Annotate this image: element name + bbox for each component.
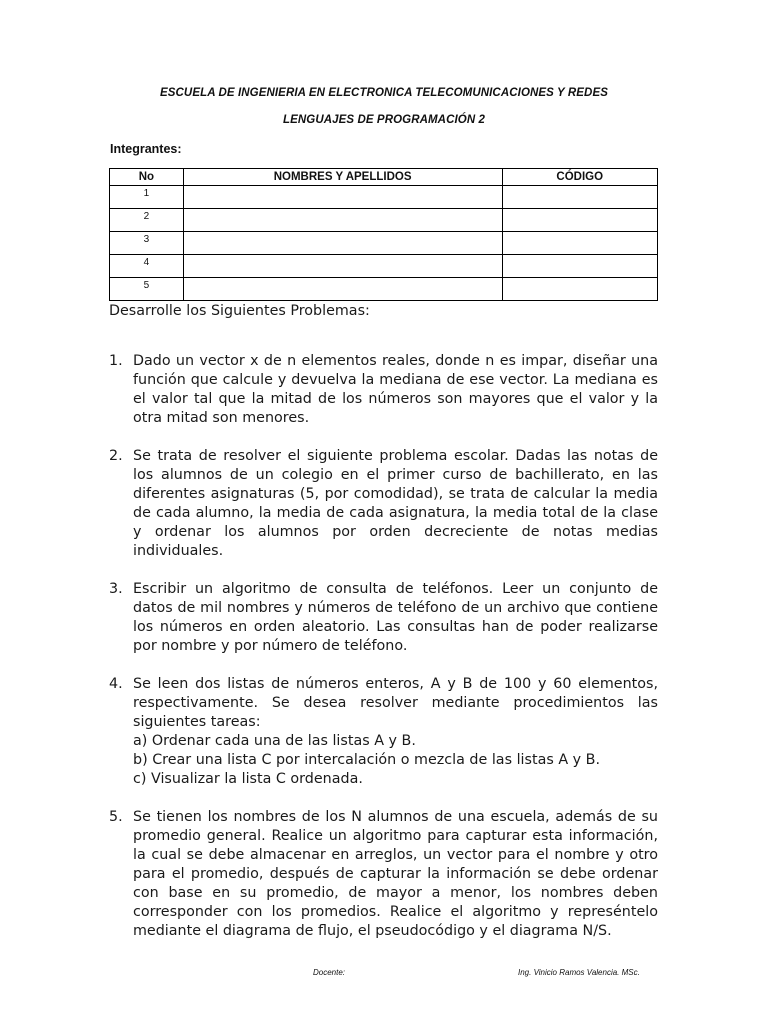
list-item <box>109 808 658 941</box>
row-number: 1 <box>110 186 184 209</box>
problem-text: Escribir un algoritmo de consulta de teléfonos. Leer un conjunto de datos de mil nombres y números de teléfono de un archivo que contiene los números en orden aleatorio. Las consultas han de poder realizarse por nombre y por número de teléfono. <box>133 581 658 654</box>
subtask-c: c) Visualizar la lista C ordenada. <box>133 771 363 787</box>
code-cell[interactable] <box>502 255 658 278</box>
instructions-heading: Desarrolle los Siguientes Problemas: <box>109 303 370 319</box>
list-item <box>109 675 658 789</box>
row-number: 4 <box>110 255 184 278</box>
members-label: Integrantes: <box>110 142 182 156</box>
problem-number: 1. <box>109 353 123 369</box>
name-cell[interactable] <box>183 232 502 255</box>
problem-number: 5. <box>109 809 123 825</box>
list-item <box>109 447 658 561</box>
school-title: ESCUELA DE INGENIERIA EN ELECTRONICA TELECOMUNICACIONES Y REDES <box>159 87 609 99</box>
problem-number: 3. <box>109 581 123 597</box>
problem-text: Se tienen los nombres de los N alumnos de una escuela, además de su promedio general. Realice un algoritmo para capturar esta información, la cual se debe almacenar en arreglos, un vector para el nombre y otro para el promedio, después de capturar la información se debe ordenar con base en su promedio, de mayor a menor, los nombres deben corresponder con los promedios. Realice el algoritmo y represéntelo mediante el diagrama de flujo, el pseudocódigo y el diagrama N/S. <box>133 809 658 939</box>
row-number: 3 <box>110 232 184 255</box>
table-row <box>110 278 658 301</box>
list-item <box>109 580 658 656</box>
code-cell[interactable] <box>502 209 658 232</box>
subtask-a: a) Ordenar cada una de las listas A y B. <box>133 733 416 749</box>
problem-number: 4. <box>109 676 123 692</box>
teacher-label: Docente: <box>313 968 346 977</box>
column-header-name: NOMBRES Y APELLIDOS <box>183 169 502 186</box>
name-cell[interactable] <box>183 278 502 301</box>
teacher-name: Ing. Vinicio Ramos Valencia. MSc. <box>518 968 640 977</box>
table-row <box>110 209 658 232</box>
row-number: 2 <box>110 209 184 232</box>
row-number: 5 <box>110 278 184 301</box>
name-cell[interactable] <box>183 186 502 209</box>
name-cell[interactable] <box>183 255 502 278</box>
members-table <box>109 168 658 301</box>
code-cell[interactable] <box>502 186 658 209</box>
code-cell[interactable] <box>502 232 658 255</box>
subtask-b: b) Crear una lista C por intercalación o mezcla de las listas A y B. <box>133 752 601 768</box>
course-title: LENGUAJES DE PROGRAMACIÓN 2 <box>282 114 486 126</box>
problem-list <box>109 352 658 960</box>
column-header-code: CÓDIGO <box>502 169 658 186</box>
problem-text: Dado un vector x de n elementos reales, donde n es impar, diseñar una función que calcule y devuelva la mediana de ese vector. La mediana es el valor tal que la mitad de los números son mayores que el valor y la otra mitad son menores. <box>133 353 658 426</box>
problem-text: Se trata de resolver el siguiente problema escolar. Dadas las notas de los alumnos de un colegio en el primer curso de bachillerato, en las diferentes asignaturas (5, por comodidad), se trata de calcular la media de cada alumno, la media de cada asignatura, la media total de la clase y ordenar los alumnos por orden decreciente de notas medias individuales. <box>133 448 658 559</box>
name-cell[interactable] <box>183 209 502 232</box>
table-row <box>110 232 658 255</box>
members-header-row <box>110 169 658 186</box>
list-item <box>109 352 658 428</box>
column-header-no: No <box>110 169 184 186</box>
table-row <box>110 255 658 278</box>
table-row <box>110 186 658 209</box>
code-cell[interactable] <box>502 278 658 301</box>
problem-number: 2. <box>109 448 123 464</box>
problem-text: Se leen dos listas de números enteros, A y B de 100 y 60 elementos, respectivamente. Se desea resolver mediante procedimientos las siguientes tareas: <box>133 676 658 730</box>
